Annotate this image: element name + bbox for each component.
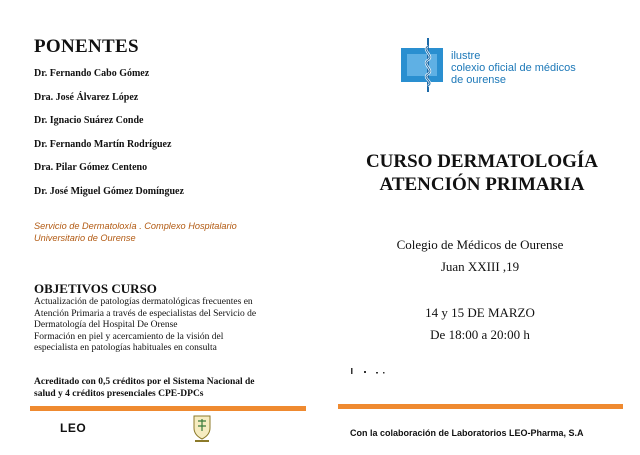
objetivos-line: Formación en piel y acercamiento de la visión del [34, 331, 224, 342]
speaker-item: Dr. José Miguel Gómez Domínguez [34, 185, 184, 197]
objetivos-line: Atención Primaria a través de especialistas del Servicio de [34, 308, 257, 319]
speaker-item: Dra. José Álvarez López [34, 91, 139, 103]
speaker-item: Dr. Fernando Martín Rodríguez [34, 138, 172, 150]
schedule-date: 14 y 15 DE MARZO [425, 305, 535, 320]
venue [320, 234, 640, 278]
service-line: Servicio de Dermatoloxía . Complexo Hospitalario [34, 221, 237, 231]
schedule [320, 302, 640, 346]
logo-line: de ourense [451, 74, 507, 87]
scan-dots-decoration [348, 368, 388, 376]
objetivos-line: Dermatología del Hospital De Orense [34, 320, 178, 331]
right-panel [320, 0, 640, 455]
orange-divider-left [30, 406, 306, 411]
objetivos-text [34, 297, 309, 355]
venue-name: Colegio de Médicos de Ourense [396, 237, 564, 252]
objetivos-title: OBJETIVOS CURSO [34, 281, 157, 296]
logo-line: ilustre [451, 50, 481, 62]
objetivos-line: Actualización de patologías dermatológicas frecuentes en [34, 297, 253, 307]
speaker-item: Dr. Ignacio Suárez Conde [34, 115, 144, 127]
speaker-list [34, 68, 184, 210]
schedule-time: De 18:00 a 20:00 h [430, 327, 530, 342]
college-seal-icon [190, 413, 214, 443]
medical-college-name [451, 50, 576, 87]
accreditation-note [34, 376, 309, 400]
venue-address: Juan XXIII ,19 [440, 259, 520, 274]
course-title-line: CURSO DERMATOLOGÍA [365, 151, 599, 172]
orange-divider-right [338, 404, 623, 409]
ponentes-title: PONENTES [34, 36, 139, 57]
sponsor-credit: Con la colaboración de Laboratorios LEO-Pharma, S.A [350, 428, 584, 438]
speaker-item: Dra. Pilar Gómez Centeno [34, 162, 148, 174]
service-line: Universitario de Ourense [34, 233, 136, 243]
speaker-item: Dr. Fernando Cabo Gómez [34, 68, 150, 79]
logo-line: colexio oficial de médicos [451, 62, 576, 75]
objetivos-line: especialista en patologías habituales en consulta [34, 343, 217, 354]
service-affiliation [34, 220, 304, 244]
leo-logo: LEO [60, 421, 87, 435]
accreditation-line: salud y 4 créditos presenciales CPE-DPCs [34, 389, 204, 399]
course-title-line: ATENCIÓN PRIMARIA [379, 174, 585, 195]
medical-college-logo-icon [401, 36, 453, 94]
accreditation-line: Acreditado con 0,5 créditos por el Sistema Nacional de [34, 377, 255, 387]
course-title [332, 150, 632, 196]
